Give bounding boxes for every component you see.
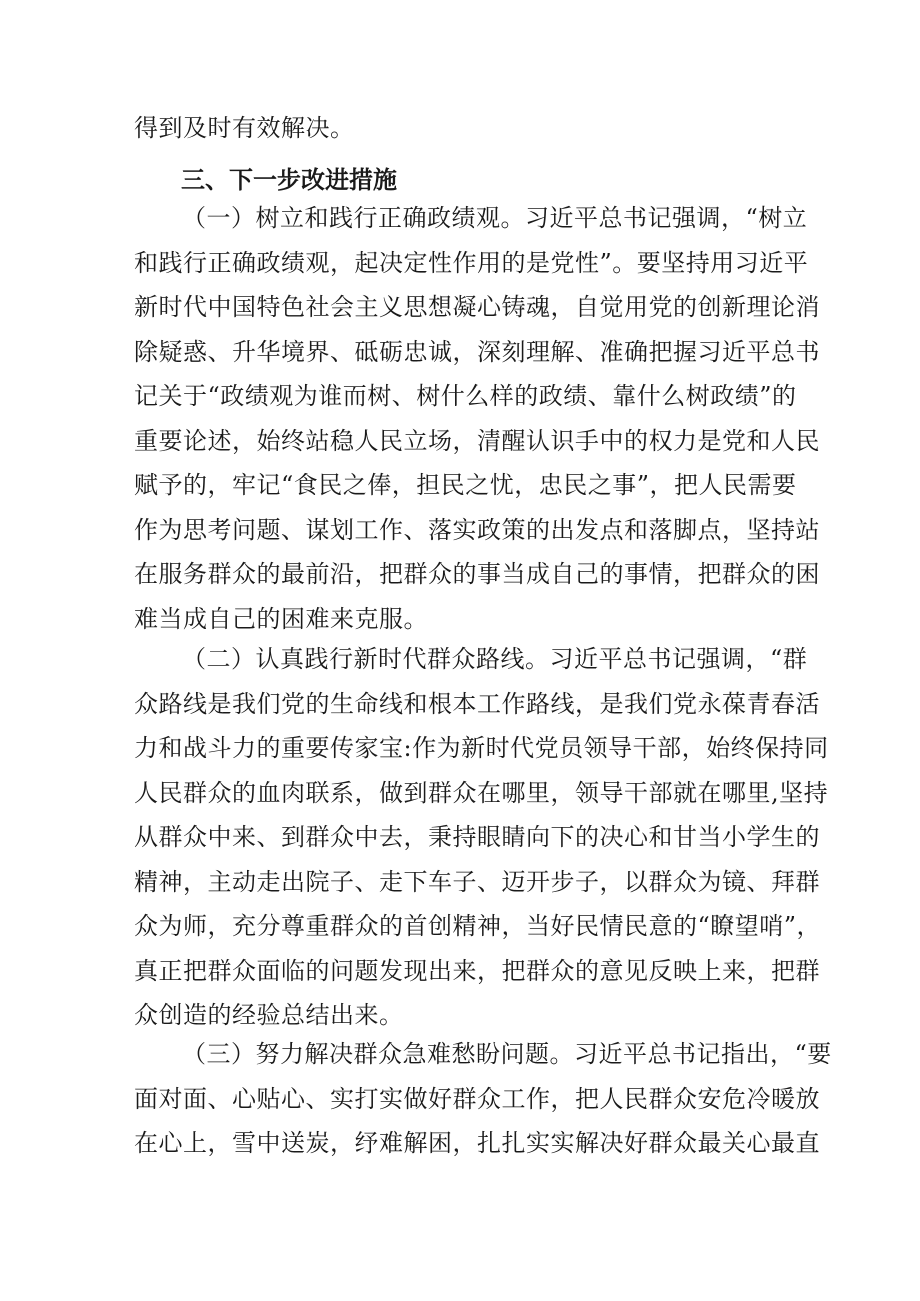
text-line: 人民群众的血肉联系，做到群众在哪里，领导干部就在哪里,坚持	[134, 778, 829, 807]
text-line: 记关于“政绩观为谁而树、树什么样的政绩、靠什么树政绩”的	[134, 382, 797, 410]
text-line: 面对面、心贴心、实打实做好群众工作，把人民群众安危冷暖放	[134, 1084, 820, 1113]
text-line: 赋予的，牢记“食民之俸，担民之忧，忠民之事”，把人民需要	[134, 471, 797, 499]
text-line: 重要论述，始终站稳人民立场，清醒认识手中的权力是党和人民	[134, 426, 820, 455]
text-line: 众为师，充分尊重群众的首创精神，当好民情民意的“瞭望哨”，	[134, 912, 822, 940]
text-line: 众路线是我们党的生命线和根本工作路线，是我们党永葆青春活	[134, 689, 820, 718]
text-line: 和践行正确政绩观，起决定性作用的是党性”。要坚持用习近平	[134, 248, 809, 277]
text-line: 在心上，雪中送炭，纾难解困，扎扎实实解决好群众最关心最直	[134, 1129, 820, 1157]
text-line: 从群众中来、到群众中去，秉持眼睛向下的决心和甘当小学生的	[134, 823, 820, 851]
intro-tail-paragraph	[134, 106, 784, 151]
text-line: 力和战斗力的重要传家宝:作为新时代党员领导干部，始终保持同	[134, 734, 829, 762]
text-line: 难当成自己的困难来克服。	[134, 604, 428, 633]
paragraph-2	[134, 637, 829, 1038]
text-line: （二）认真践行新时代群众路线。习近平总书记强调，“群	[182, 645, 808, 673]
text-line: （一）树立和践行正确政绩观。习近平总书记强调，“树立	[182, 204, 808, 232]
paragraph-3	[134, 1032, 832, 1166]
text-line: （三）努力解决群众急难愁盼问题。习近平总书记指出，“要	[182, 1040, 832, 1068]
text-line: 新时代中国特色社会主义思想凝心铸魂，自觉用党的创新理论消	[134, 293, 820, 321]
text-line: 精神，主动走出院子、走下车子、迈开步子，以群众为镜、拜群	[134, 867, 820, 896]
text-line: 在服务群众的最前沿，把群众的事当成自己的事情，把群众的困	[134, 560, 820, 588]
text-line: 真正把群众面临的问题发现出来，把群众的意见反映上来，把群	[134, 956, 820, 985]
paragraph-1	[134, 196, 820, 641]
section-heading: 三、下一步改进措施	[181, 166, 397, 194]
text-line: 得到及时有效解决。	[134, 114, 355, 142]
text-line: 众创造的经验总结出来。	[134, 1001, 404, 1029]
text-line: 除疑惑、升华境界、砥砺忠诚，深刻理解、准确把握习近平总书	[134, 337, 820, 366]
text-line: 作为思考问题、谋划工作、落实政策的出发点和落脚点，坚持站	[134, 515, 820, 544]
